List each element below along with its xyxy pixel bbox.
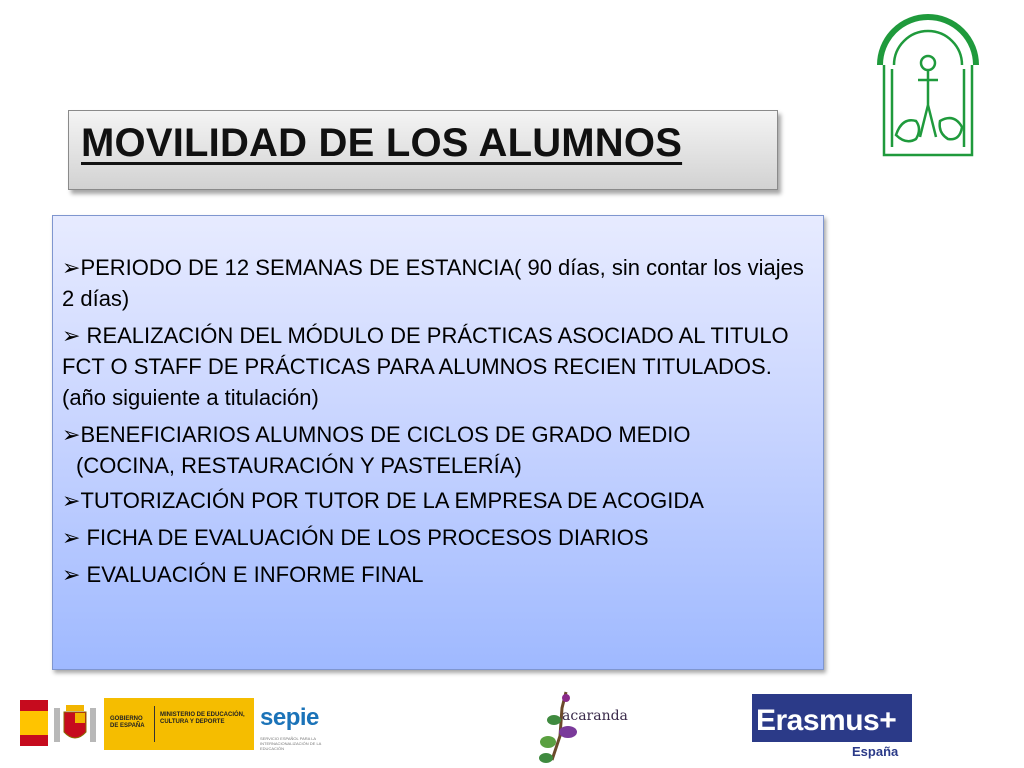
arrow-bullet-icon: ➢	[62, 323, 81, 348]
bullet-item	[62, 320, 817, 413]
gobierno-label: GOBIERNO DE ESPAÑA	[110, 716, 145, 729]
slide-title: MOVILIDAD DE LOS ALUMNOS	[81, 121, 683, 165]
bullet-text: EVALUACIÓN E INFORME FINAL	[80, 562, 424, 587]
arrow-bullet-icon: ➢	[62, 562, 81, 587]
bullet-item	[62, 559, 817, 590]
gobierno-sepie-logo	[18, 698, 326, 750]
junta-de-andalucia-logo-icon	[872, 5, 984, 161]
bullet-item	[62, 485, 817, 516]
erasmus-country: España	[852, 744, 899, 759]
title-box	[68, 110, 778, 190]
arrow-bullet-icon: ➢	[62, 255, 81, 280]
spain-flag-icon	[20, 700, 48, 746]
jacaranda-branch-icon	[532, 688, 642, 768]
content-box	[52, 215, 824, 670]
bullet-item	[62, 419, 817, 481]
bullet-text: FICHA DE EVALUACIÓN DE LOS PROCESOS DIARIOS	[80, 525, 649, 550]
spain-coat-of-arms-icon	[52, 702, 98, 746]
ministerio-label: MINISTERIO DE EDUCACIÓN, CULTURA Y DEPORTE	[160, 712, 245, 725]
bullet-item	[62, 522, 817, 553]
erasmus-plus-logo	[752, 690, 914, 764]
bullet-item	[62, 252, 817, 314]
arrow-bullet-icon: ➢	[62, 488, 81, 513]
erasmus-wordmark: Erasmus+	[756, 704, 897, 737]
gov-yellow-band	[104, 698, 254, 750]
bullet-text: PERIODO DE 12 SEMANAS DE ESTANCIA( 90 días, sin contar los viajes 2 días)	[62, 255, 804, 311]
sepie-wordmark: sepie	[260, 704, 319, 731]
jacaranda-logo	[532, 688, 642, 768]
sepie-subtitle: SERVICIO ESPAÑOL PARA LA INTERNACIONALIZACIÓN DE LA EDUCACIÓN	[260, 736, 322, 751]
bullet-continuation: (COCINA, RESTAURACIÓN Y PASTELERÍA)	[76, 453, 522, 478]
arrow-bullet-icon: ➢	[62, 525, 81, 550]
bullet-text: BENEFICIARIOS ALUMNOS DE CICLOS DE GRADO MEDIO	[80, 422, 691, 447]
arrow-bullet-icon: ➢	[62, 422, 81, 447]
jacaranda-wordmark: acaranda	[562, 708, 628, 724]
bullet-text: TUTORIZACIÓN POR TUTOR DE LA EMPRESA DE ACOGIDA	[80, 488, 704, 513]
bullet-list	[62, 252, 817, 596]
erasmus-band	[752, 694, 912, 742]
bullet-text: REALIZACIÓN DEL MÓDULO DE PRÁCTICAS ASOCIADO AL TITULO FCT O STAFF DE PRÁCTICAS PARA ALUMNOS RECIEN TITULADOS. (año siguiente a titulación)	[62, 323, 789, 410]
sepie-logo	[254, 698, 326, 750]
